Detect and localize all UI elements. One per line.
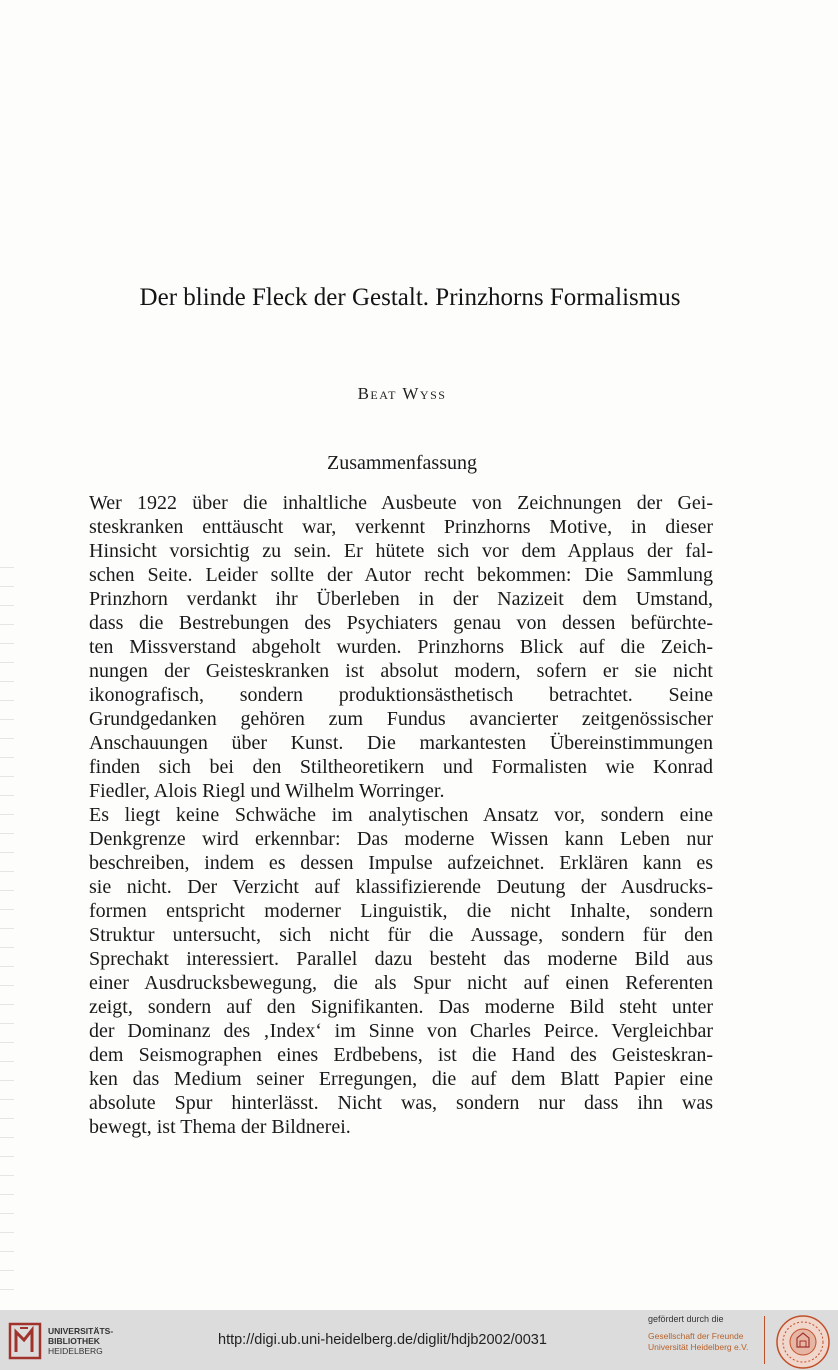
abstract-text	[89, 491, 713, 1139]
abstract-line: ikonografisch, sondern produktionsästhetisch betrachtet. Seine	[89, 684, 713, 706]
footer-bar	[0, 1310, 838, 1370]
abstract-line: Hinsicht vorsichtig zu sein. Er hütete sich vor dem Applaus der fal-	[89, 540, 713, 562]
abstract-line: bewegt, ist Thema der Bildnerei.	[89, 1116, 351, 1138]
abstract-line: dem Seismographen eines Erdbebens, ist die Hand des Geisteskran-	[89, 1044, 713, 1066]
sponsor-label: gefördert durch die	[648, 1314, 724, 1324]
abstract-line: Wer 1922 über die inhaltliche Ausbeute von Zeichnungen der Gei-	[89, 492, 713, 514]
abstract-line: Grundgedanken gehören zum Fundus avancierter zeitgenössischer	[89, 708, 713, 730]
abstract-line: schen Seite. Leider sollte der Autor recht bekommen: Die Sammlung	[89, 564, 713, 586]
abstract-line: der Dominanz des ‚Index‘ im Sinne von Charles Peirce. Vergleichbar	[89, 1020, 713, 1042]
sponsor-name[interactable]	[648, 1331, 748, 1353]
scan-edge-marks	[0, 560, 14, 1300]
author-name: Beat Wyss	[357, 384, 447, 403]
abstract-line: ken das Medium seiner Erregungen, die auf dem Blatt Papier eine	[89, 1068, 713, 1090]
sponsor-name-line: Gesellschaft der Freunde	[648, 1331, 744, 1341]
abstract-line: beschreiben, indem es dessen Impulse aufzeichnet. Erklären kann es	[89, 852, 713, 874]
library-name-line: BIBLIOTHEK	[48, 1336, 100, 1346]
abstract-line: formen entspricht moderner Linguistik, die nicht Inhalte, sondern	[89, 900, 713, 922]
abstract-line: Sprechakt interessiert. Parallel dazu besteht das moderne Bild aus	[89, 948, 713, 970]
abstract-line: Fiedler, Alois Riegl und Wilhelm Worringer.	[89, 780, 445, 802]
abstract-line: Anschauungen über Kunst. Die markantesten Übereinstimmungen	[89, 732, 713, 754]
abstract-line: steskranken enttäuscht war, verkennt Prinzhorns Motive, in dieser	[89, 516, 713, 538]
abstract-line: Struktur untersucht, sich nicht für die Aussage, sondern für den	[89, 924, 713, 946]
abstract-line: sie nicht. Der Verzicht auf klassifizierende Deutung der Ausdrucks-	[89, 876, 713, 898]
abstract-line: absolute Spur hinterlässt. Nicht was, sondern nur dass ihn was	[89, 1092, 713, 1114]
abstract-line: Denkgrenze wird erkennbar: Das moderne Wissen kann Leben nur	[89, 828, 713, 850]
library-name[interactable]	[48, 1326, 113, 1356]
abstract-line: ten Missverstand abgeholt wurden. Prinzhorns Blick auf die Zeich-	[89, 636, 713, 658]
abstract-line: finden sich bei den Stiltheoretikern und Formalisten wie Konrad	[89, 756, 713, 778]
abstract-line: zeigt, sondern auf den Signifikanten. Das moderne Bild steht unter	[89, 996, 713, 1018]
abstract-line: dass die Bestrebungen des Psychiaters genau von dessen befürchte-	[89, 612, 713, 634]
sponsor-name-line: Universität Heidelberg e.V.	[648, 1342, 749, 1352]
university-seal-icon	[775, 1314, 831, 1370]
abstract-line: Es liegt keine Schwäche im analytischen Ansatz vor, sondern eine	[89, 804, 713, 826]
article-title: Der blinde Fleck der Gestalt. Prinzhorns Formalismus	[139, 284, 681, 311]
section-heading: Zusammenfassung	[327, 452, 477, 474]
abstract-line: einer Ausdrucksbewegung, die als Spur nicht auf einen Referenten	[89, 972, 713, 994]
library-name-line: UNIVERSITÄTS-	[48, 1326, 114, 1336]
abstract-line: nungen der Geisteskranken ist absolut modern, sofern er sie nicht	[89, 660, 713, 682]
footer-divider	[764, 1316, 765, 1364]
permalink-url[interactable]: http://digi.ub.uni-heidelberg.de/diglit/hdjb2002/0031	[218, 1332, 547, 1348]
library-logo-icon[interactable]	[8, 1318, 42, 1362]
library-name-line: HEIDELBERG	[48, 1346, 103, 1356]
abstract-line: Prinzhorn verdankt ihr Überleben in der Nazizeit dem Umstand,	[89, 588, 713, 610]
